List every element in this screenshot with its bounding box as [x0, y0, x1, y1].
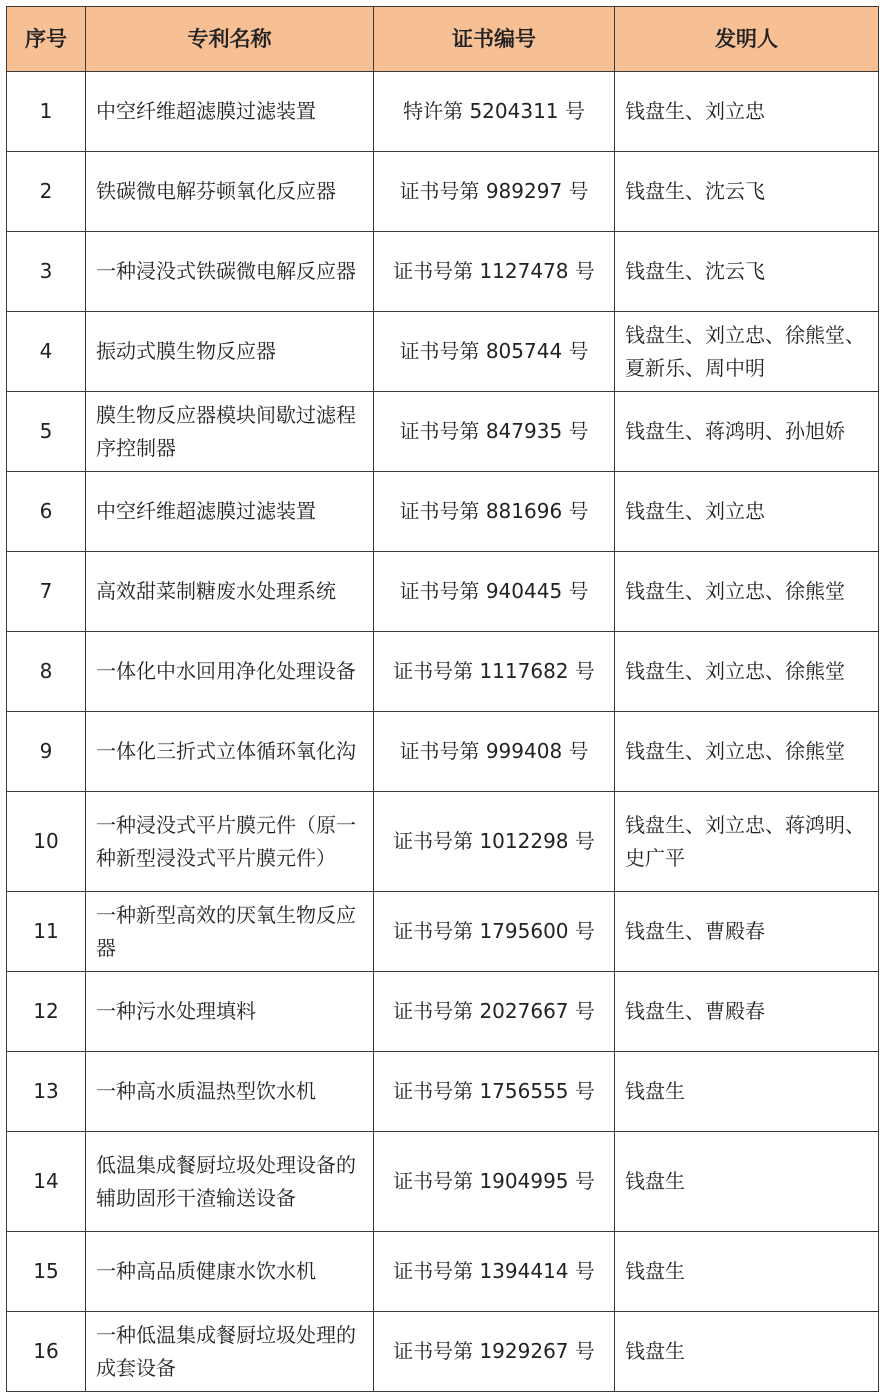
cell-cert: 证书号第 989297 号	[374, 152, 615, 232]
cell-cert: 证书号第 2027667 号	[374, 972, 615, 1052]
cell-name: 铁碳微电解芬顿氧化反应器	[86, 152, 374, 232]
cell-no: 14	[7, 1132, 86, 1232]
cell-cert: 证书号第 1117682 号	[374, 632, 615, 712]
cell-inventor: 钱盘生	[615, 1232, 879, 1312]
cell-no: 8	[7, 632, 86, 712]
cell-name: 低温集成餐厨垃圾处理设备的辅助固形干渣输送设备	[86, 1132, 374, 1232]
header-name: 专利名称	[86, 7, 374, 72]
cell-no: 10	[7, 792, 86, 892]
cell-name: 一种低温集成餐厨垃圾处理的成套设备	[86, 1312, 374, 1392]
cell-no: 1	[7, 72, 86, 152]
patent-table	[6, 6, 879, 1392]
cell-cert: 证书号第 1929267 号	[374, 1312, 615, 1392]
cell-name: 膜生物反应器模块间歇过滤程序控制器	[86, 392, 374, 472]
table-row	[7, 792, 879, 892]
cell-inventor: 钱盘生、刘立忠、徐熊堂、夏新乐、周中明	[615, 312, 879, 392]
table-row	[7, 152, 879, 232]
cell-no: 16	[7, 1312, 86, 1392]
cell-inventor: 钱盘生、沈云飞	[615, 152, 879, 232]
header-cert: 证书编号	[374, 7, 615, 72]
cell-inventor: 钱盘生、刘立忠、徐熊堂	[615, 552, 879, 632]
cell-cert: 特许第 5204311 号	[374, 72, 615, 152]
cell-inventor: 钱盘生、曹殿春	[615, 892, 879, 972]
cell-cert: 证书号第 1795600 号	[374, 892, 615, 972]
cell-no: 2	[7, 152, 86, 232]
cell-name: 一种浸没式铁碳微电解反应器	[86, 232, 374, 312]
table-row	[7, 72, 879, 152]
header-inventor: 发明人	[615, 7, 879, 72]
table-row	[7, 712, 879, 792]
table-row	[7, 632, 879, 712]
cell-inventor: 钱盘生、曹殿春	[615, 972, 879, 1052]
cell-name: 一体化中水回用净化处理设备	[86, 632, 374, 712]
cell-no: 3	[7, 232, 86, 312]
cell-inventor: 钱盘生	[615, 1052, 879, 1132]
table-row	[7, 1312, 879, 1392]
cell-cert: 证书号第 805744 号	[374, 312, 615, 392]
cell-name: 高效甜菜制糖废水处理系统	[86, 552, 374, 632]
cell-cert: 证书号第 847935 号	[374, 392, 615, 472]
cell-no: 12	[7, 972, 86, 1052]
table-row	[7, 972, 879, 1052]
cell-cert: 证书号第 1756555 号	[374, 1052, 615, 1132]
cell-cert: 证书号第 940445 号	[374, 552, 615, 632]
cell-name: 一种新型高效的厌氧生物反应器	[86, 892, 374, 972]
table-row	[7, 892, 879, 972]
table-row	[7, 232, 879, 312]
table-row	[7, 312, 879, 392]
cell-no: 15	[7, 1232, 86, 1312]
cell-no: 7	[7, 552, 86, 632]
cell-name: 中空纤维超滤膜过滤装置	[86, 72, 374, 152]
cell-inventor: 钱盘生	[615, 1132, 879, 1232]
cell-cert: 证书号第 1394414 号	[374, 1232, 615, 1312]
cell-cert: 证书号第 1127478 号	[374, 232, 615, 312]
cell-no: 9	[7, 712, 86, 792]
cell-inventor: 钱盘生、沈云飞	[615, 232, 879, 312]
cell-inventor: 钱盘生、刘立忠	[615, 72, 879, 152]
cell-name: 一种高品质健康水饮水机	[86, 1232, 374, 1312]
cell-inventor: 钱盘生、蒋鸿明、孙旭娇	[615, 392, 879, 472]
table-row	[7, 552, 879, 632]
table-row	[7, 1232, 879, 1312]
table-row	[7, 392, 879, 472]
cell-no: 11	[7, 892, 86, 972]
cell-cert: 证书号第 999408 号	[374, 712, 615, 792]
cell-cert: 证书号第 881696 号	[374, 472, 615, 552]
header-no: 序号	[7, 7, 86, 72]
cell-inventor: 钱盘生、刘立忠、徐熊堂	[615, 632, 879, 712]
cell-name: 一种污水处理填料	[86, 972, 374, 1052]
cell-inventor: 钱盘生、刘立忠、徐熊堂	[615, 712, 879, 792]
cell-inventor: 钱盘生、刘立忠	[615, 472, 879, 552]
table-row	[7, 1132, 879, 1232]
cell-inventor: 钱盘生	[615, 1312, 879, 1392]
table-row	[7, 1052, 879, 1132]
cell-name: 一种浸没式平片膜元件（原一种新型浸没式平片膜元件）	[86, 792, 374, 892]
cell-name: 振动式膜生物反应器	[86, 312, 374, 392]
cell-no: 6	[7, 472, 86, 552]
cell-name: 一体化三折式立体循环氧化沟	[86, 712, 374, 792]
cell-name: 一种高水质温热型饮水机	[86, 1052, 374, 1132]
cell-cert: 证书号第 1012298 号	[374, 792, 615, 892]
patent-table-container	[6, 6, 879, 1392]
cell-inventor: 钱盘生、刘立忠、蒋鸿明、史广平	[615, 792, 879, 892]
cell-no: 4	[7, 312, 86, 392]
cell-no: 5	[7, 392, 86, 472]
cell-no: 13	[7, 1052, 86, 1132]
cell-cert: 证书号第 1904995 号	[374, 1132, 615, 1232]
table-header-row	[7, 7, 879, 72]
cell-name: 中空纤维超滤膜过滤装置	[86, 472, 374, 552]
table-row	[7, 472, 879, 552]
